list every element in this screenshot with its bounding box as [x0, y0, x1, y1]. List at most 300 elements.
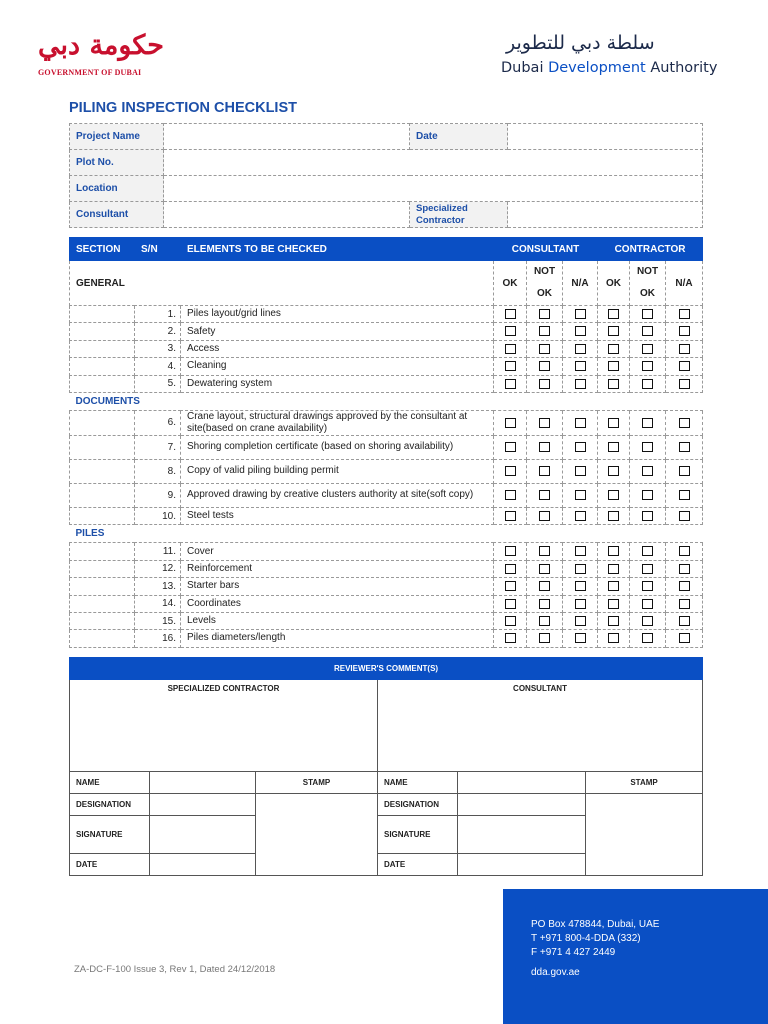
piles-rows: [70, 543, 703, 647]
section-cell: [70, 375, 135, 392]
dda-name-part-highlight: Development: [548, 60, 646, 76]
consultant-ok-checkbox[interactable]: [505, 442, 516, 452]
consultant-na-header: N/A: [563, 261, 598, 306]
item-element: Piles diameters/length: [181, 630, 494, 647]
item-element: Reinforcement: [181, 560, 494, 577]
consultant-not-ok-cell: [527, 483, 563, 507]
general-section-label: GENERAL: [70, 261, 494, 306]
checklist-row: [70, 435, 703, 459]
consultant-not-ok-checkbox[interactable]: [539, 361, 550, 371]
consultant-na-checkbox[interactable]: [575, 546, 586, 556]
consultant-ok-cell: [494, 483, 527, 507]
contractor-na-cell: [666, 410, 703, 435]
contact-block: [503, 889, 768, 1024]
contractor-na-checkbox[interactable]: [679, 344, 690, 354]
contractor-ok-checkbox[interactable]: [608, 490, 619, 500]
item-element: Starter bars: [181, 578, 494, 595]
contractor-na-checkbox[interactable]: [679, 546, 690, 556]
sc-stamp-box[interactable]: [256, 794, 378, 876]
consultant-ok-cell: [494, 375, 527, 392]
checklist-row: [70, 306, 703, 323]
consultant-not-ok-cell: [527, 630, 563, 647]
consultant-not-ok-checkbox[interactable]: [539, 633, 550, 643]
consultant-ok-cell: [494, 340, 527, 357]
item-element: Dewatering system: [181, 375, 494, 392]
checklist-row: [70, 358, 703, 375]
consultant-not-ok-checkbox[interactable]: [539, 418, 550, 428]
contractor-na-checkbox[interactable]: [679, 581, 690, 591]
documents-rows: [70, 410, 703, 524]
contractor-header: CONTRACTOR: [598, 238, 703, 261]
contractor-na-checkbox[interactable]: [679, 379, 690, 389]
item-number: 14.: [135, 595, 181, 612]
contractor-ok-checkbox[interactable]: [608, 442, 619, 452]
contractor-ok-cell: [598, 578, 630, 595]
item-number: 10.: [135, 507, 181, 524]
contractor-ok-checkbox[interactable]: [608, 599, 619, 609]
contractor-not-ok-checkbox[interactable]: [642, 379, 653, 389]
contractor-not-ok-cell: [630, 435, 666, 459]
consultant-not-ok-cell: [527, 578, 563, 595]
checklist-row: [70, 560, 703, 577]
contractor-na-checkbox[interactable]: [679, 309, 690, 319]
item-number: 5.: [135, 375, 181, 392]
c-signature-label: SIGNATURE: [378, 816, 458, 854]
item-number: 1.: [135, 306, 181, 323]
contractor-na-checkbox[interactable]: [679, 511, 690, 521]
date-label: Date: [410, 124, 508, 150]
elements-header: ELEMENTS TO BE CHECKED: [181, 238, 494, 261]
item-number: 16.: [135, 630, 181, 647]
consultant-na-checkbox[interactable]: [575, 599, 586, 609]
section-cell: [70, 507, 135, 524]
consultant-not-ok-header: [527, 261, 563, 306]
contractor-not-ok-cell: [630, 340, 666, 357]
item-number: 3.: [135, 340, 181, 357]
website-link[interactable]: dda.gov.ae: [531, 967, 580, 978]
contractor-ok-checkbox[interactable]: [608, 326, 619, 336]
consultant-not-ok-cell: [527, 375, 563, 392]
consultant-na-cell: [563, 595, 598, 612]
contractor-not-ok-cell: [630, 630, 666, 647]
consultant-field[interactable]: [164, 202, 410, 228]
contractor-ok-checkbox[interactable]: [608, 466, 619, 476]
c-signature-field[interactable]: [458, 816, 586, 854]
consultant-na-checkbox[interactable]: [575, 564, 586, 574]
specialized-contractor-label: Specialized Contractor: [410, 202, 508, 228]
sn-header: S/N: [135, 238, 181, 261]
section-cell: [70, 358, 135, 375]
contractor-na-cell: [666, 358, 703, 375]
sc-designation-label: DESIGNATION: [70, 794, 150, 816]
project-info-table: [69, 123, 703, 228]
consultant-not-ok-checkbox[interactable]: [539, 309, 550, 319]
contractor-not-ok-checkbox[interactable]: [642, 546, 653, 556]
item-element: Access: [181, 340, 494, 357]
consultant-ok-checkbox[interactable]: [505, 418, 516, 428]
section-cell: [70, 630, 135, 647]
consultant-na-checkbox[interactable]: [575, 616, 586, 626]
contractor-not-ok-cell: [630, 358, 666, 375]
contractor-na-checkbox[interactable]: [679, 616, 690, 626]
contractor-not-ok-cell: [630, 507, 666, 524]
consultant-not-ok-checkbox[interactable]: [539, 564, 550, 574]
document-reference: ZA-DC-F-100 Issue 3, Rev 1, Dated 24/12/2018: [74, 964, 276, 975]
consultant-na-cell: [563, 612, 598, 629]
section-cell: [70, 435, 135, 459]
contractor-na-checkbox[interactable]: [679, 361, 690, 371]
item-number: 9.: [135, 483, 181, 507]
section-header: SECTION: [70, 238, 135, 261]
contractor-ok-cell: [598, 483, 630, 507]
sc-designation-field[interactable]: [150, 794, 256, 816]
contractor-not-ok-checkbox[interactable]: [642, 361, 653, 371]
consultant-na-checkbox[interactable]: [575, 490, 586, 500]
checklist-row: [70, 578, 703, 595]
consultant-na-cell: [563, 375, 598, 392]
sc-signature-label: SIGNATURE: [70, 816, 150, 854]
contractor-not-ok-checkbox[interactable]: [642, 442, 653, 452]
consultant-na-cell: [563, 578, 598, 595]
c-date-field[interactable]: [458, 854, 586, 876]
consultant-not-ok-checkbox[interactable]: [539, 546, 550, 556]
contractor-ok-checkbox[interactable]: [608, 361, 619, 371]
dda-arabic-name: سلطة دبي للتطوير: [506, 32, 655, 54]
consultant-ok-checkbox[interactable]: [505, 564, 516, 574]
item-number: 8.: [135, 459, 181, 483]
po-box: PO Box 478844, Dubai, UAE: [531, 919, 660, 930]
consultant-ok-cell: [494, 595, 527, 612]
consultant-na-cell: [563, 358, 598, 375]
contractor-not-ok-cell: [630, 560, 666, 577]
plot-no-label: Plot No.: [70, 150, 164, 176]
consultant-ok-cell: [494, 410, 527, 435]
contractor-na-cell: [666, 435, 703, 459]
consultant-ok-cell: [494, 612, 527, 629]
consultant-ok-checkbox[interactable]: [505, 361, 516, 371]
contractor-not-ok-checkbox[interactable]: [642, 633, 653, 643]
contractor-na-checkbox[interactable]: [679, 326, 690, 336]
consultant-na-cell: [563, 459, 598, 483]
checklist-row: [70, 340, 703, 357]
consultant-not-ok-cell: [527, 459, 563, 483]
c-stamp-box[interactable]: [586, 794, 703, 876]
checklist-row: [70, 595, 703, 612]
sc-signature-field[interactable]: [150, 816, 256, 854]
contractor-not-ok-checkbox[interactable]: [642, 326, 653, 336]
consultant-ok-checkbox[interactable]: [505, 309, 516, 319]
section-cell: [70, 560, 135, 577]
specialized-contractor-comment-box[interactable]: SPECIALIZED CONTRACTOR: [70, 680, 378, 772]
contractor-na-cell: [666, 375, 703, 392]
consultant-na-checkbox[interactable]: [575, 633, 586, 643]
consultant-not-ok-cell: [527, 595, 563, 612]
section-cell: [70, 459, 135, 483]
consultant-ok-cell: [494, 543, 527, 560]
consultant-ok-header: OK: [494, 261, 527, 306]
consultant-na-checkbox[interactable]: [575, 309, 586, 319]
consultant-not-ok-checkbox[interactable]: [539, 599, 550, 609]
contractor-not-ok-cell: [630, 306, 666, 323]
contractor-ok-checkbox[interactable]: [608, 546, 619, 556]
consultant-ok-cell: [494, 306, 527, 323]
contractor-na-checkbox[interactable]: [679, 633, 690, 643]
contractor-ok-cell: [598, 612, 630, 629]
consultant-ok-checkbox[interactable]: [505, 344, 516, 354]
specialized-contractor-field[interactable]: [508, 202, 703, 228]
contractor-na-cell: [666, 595, 703, 612]
contractor-not-ok-cell: [630, 459, 666, 483]
contractor-na-cell: [666, 323, 703, 340]
dda-name-part: Dubai: [501, 60, 549, 76]
project-name-label: Project Name: [70, 124, 164, 150]
project-name-field[interactable]: [164, 124, 410, 150]
section-cell: [70, 612, 135, 629]
contractor-ok-cell: [598, 630, 630, 647]
contractor-ok-header: OK: [598, 261, 630, 306]
c-designation-label: DESIGNATION: [378, 794, 458, 816]
c-stamp-label: STAMP: [586, 772, 703, 794]
section-cell: [70, 410, 135, 435]
contractor-na-checkbox[interactable]: [679, 599, 690, 609]
consultant-ok-checkbox[interactable]: [505, 466, 516, 476]
contractor-na-cell: [666, 459, 703, 483]
consultant-ok-checkbox[interactable]: [505, 490, 516, 500]
sc-stamp-label: STAMP: [256, 772, 378, 794]
consultant-na-checkbox[interactable]: [575, 379, 586, 389]
consultant-na-cell: [563, 507, 598, 524]
contractor-not-ok-checkbox[interactable]: [642, 309, 653, 319]
contractor-not-ok-cell: [630, 578, 666, 595]
item-number: 2.: [135, 323, 181, 340]
contractor-na-checkbox[interactable]: [679, 564, 690, 574]
contractor-ok-checkbox[interactable]: [608, 379, 619, 389]
consultant-na-cell: [563, 483, 598, 507]
consultant-ok-checkbox[interactable]: [505, 511, 516, 521]
item-element: Coordinates: [181, 595, 494, 612]
piles-section-label: PILES: [70, 525, 703, 543]
dda-name-part: Authority: [645, 60, 718, 76]
consultant-na-cell: [563, 306, 598, 323]
item-element: Crane layout, structural drawings approved by the consultant at site(based on crane availability): [181, 410, 494, 435]
contractor-ok-cell: [598, 560, 630, 577]
consultant-ok-cell: [494, 358, 527, 375]
consultant-ok-checkbox[interactable]: [505, 599, 516, 609]
contractor-not-ok-checkbox[interactable]: [642, 564, 653, 574]
not-label: NOT: [533, 266, 556, 277]
item-number: 6.: [135, 410, 181, 435]
checklist-row: [70, 507, 703, 524]
contractor-not-ok-checkbox[interactable]: [642, 511, 653, 521]
contractor-na-checkbox[interactable]: [679, 466, 690, 476]
checklist-row: [70, 612, 703, 629]
government-of-dubai-logo: حكومة دبي: [38, 30, 164, 61]
c-name-field[interactable]: [458, 772, 586, 794]
contractor-ok-checkbox[interactable]: [608, 344, 619, 354]
not-label: NOT: [636, 266, 659, 277]
reviewer-comments-title: REVIEWER'S COMMENT(S): [70, 658, 703, 680]
contractor-ok-checkbox[interactable]: [608, 511, 619, 521]
consultant-na-checkbox[interactable]: [575, 581, 586, 591]
section-cell: [70, 306, 135, 323]
sc-name-field[interactable]: [150, 772, 256, 794]
section-cell: [70, 483, 135, 507]
consultant-not-ok-checkbox[interactable]: [539, 616, 550, 626]
contractor-ok-cell: [598, 306, 630, 323]
consultant-ok-cell: [494, 323, 527, 340]
c-designation-field[interactable]: [458, 794, 586, 816]
consultant-na-checkbox[interactable]: [575, 344, 586, 354]
consultant-not-ok-cell: [527, 410, 563, 435]
item-element: Piles layout/grid lines: [181, 306, 494, 323]
consultant-na-cell: [563, 630, 598, 647]
contractor-na-checkbox[interactable]: [679, 418, 690, 428]
consultant-ok-checkbox[interactable]: [505, 546, 516, 556]
section-cell: [70, 340, 135, 357]
contractor-ok-checkbox[interactable]: [608, 633, 619, 643]
consultant-ok-cell: [494, 630, 527, 647]
consultant-ok-cell: [494, 507, 527, 524]
c-date-label: DATE: [378, 854, 458, 876]
checklist-row: [70, 375, 703, 392]
contractor-ok-cell: [598, 435, 630, 459]
ok-label: OK: [537, 288, 552, 299]
consultant-na-checkbox[interactable]: [575, 326, 586, 336]
consultant-na-checkbox[interactable]: [575, 442, 586, 452]
contractor-ok-cell: [598, 595, 630, 612]
contractor-ok-cell: [598, 340, 630, 357]
consultant-not-ok-checkbox[interactable]: [539, 326, 550, 336]
contractor-ok-cell: [598, 375, 630, 392]
contractor-not-ok-checkbox[interactable]: [642, 616, 653, 626]
contractor-ok-checkbox[interactable]: [608, 418, 619, 428]
item-element: Cover: [181, 543, 494, 560]
section-cell: [70, 543, 135, 560]
telephone: T +971 800-4-DDA (332): [531, 933, 641, 944]
consultant-not-ok-cell: [527, 323, 563, 340]
contractor-ok-checkbox[interactable]: [608, 564, 619, 574]
consultant-na-cell: [563, 323, 598, 340]
location-field[interactable]: [164, 176, 703, 202]
consultant-not-ok-checkbox[interactable]: [539, 581, 550, 591]
consultant-ok-checkbox[interactable]: [505, 379, 516, 389]
contractor-na-cell: [666, 543, 703, 560]
documents-section-label: DOCUMENTS: [70, 392, 703, 410]
contractor-not-ok-cell: [630, 323, 666, 340]
checklist-row: [70, 323, 703, 340]
consultant-label: Consultant: [70, 202, 164, 228]
checklist-row: [70, 483, 703, 507]
sc-name-label: NAME: [70, 772, 150, 794]
contractor-not-ok-checkbox[interactable]: [642, 581, 653, 591]
item-element: Cleaning: [181, 358, 494, 375]
contractor-na-cell: [666, 630, 703, 647]
consultant-not-ok-cell: [527, 358, 563, 375]
consultant-not-ok-checkbox[interactable]: [539, 490, 550, 500]
contractor-na-cell: [666, 306, 703, 323]
plot-no-field[interactable]: [164, 150, 703, 176]
consultant-na-checkbox[interactable]: [575, 418, 586, 428]
consultant-not-ok-checkbox[interactable]: [539, 379, 550, 389]
contractor-ok-checkbox[interactable]: [608, 309, 619, 319]
item-number: 15.: [135, 612, 181, 629]
consultant-not-ok-cell: [527, 435, 563, 459]
contractor-not-ok-checkbox[interactable]: [642, 599, 653, 609]
contractor-ok-cell: [598, 543, 630, 560]
consultant-not-ok-checkbox[interactable]: [539, 511, 550, 521]
consultant-ok-checkbox[interactable]: [505, 616, 516, 626]
contractor-not-ok-checkbox[interactable]: [642, 344, 653, 354]
contractor-not-ok-cell: [630, 375, 666, 392]
consultant-not-ok-cell: [527, 306, 563, 323]
sc-date-label: DATE: [70, 854, 150, 876]
consultant-not-ok-cell: [527, 543, 563, 560]
contractor-not-ok-cell: [630, 612, 666, 629]
consultant-ok-cell: [494, 560, 527, 577]
consultant-ok-checkbox[interactable]: [505, 326, 516, 336]
date-field[interactable]: [508, 124, 703, 150]
consultant-ok-cell: [494, 435, 527, 459]
consultant-header: CONSULTANT: [494, 238, 598, 261]
contractor-na-cell: [666, 560, 703, 577]
consultant-na-cell: [563, 410, 598, 435]
contractor-ok-cell: [598, 410, 630, 435]
contractor-ok-checkbox[interactable]: [608, 581, 619, 591]
item-number: 11.: [135, 543, 181, 560]
contractor-not-ok-checkbox[interactable]: [642, 418, 653, 428]
checklist-table: [69, 237, 703, 648]
contractor-na-checkbox[interactable]: [679, 442, 690, 452]
contractor-na-cell: [666, 578, 703, 595]
item-element: Approved drawing by creative clusters authority at site(soft copy): [181, 483, 494, 507]
item-element: Shoring completion certificate (based on shoring availability): [181, 435, 494, 459]
consultant-not-ok-cell: [527, 560, 563, 577]
consultant-na-checkbox[interactable]: [575, 511, 586, 521]
section-cell: [70, 595, 135, 612]
item-element: Copy of valid piling building permit: [181, 459, 494, 483]
consultant-ok-checkbox[interactable]: [505, 633, 516, 643]
checklist-row: [70, 630, 703, 647]
contractor-not-ok-header: [630, 261, 666, 306]
consultant-not-ok-cell: [527, 340, 563, 357]
contractor-not-ok-checkbox[interactable]: [642, 466, 653, 476]
consultant-not-ok-checkbox[interactable]: [539, 442, 550, 452]
contractor-na-cell: [666, 507, 703, 524]
item-number: 7.: [135, 435, 181, 459]
contractor-not-ok-cell: [630, 543, 666, 560]
consultant-na-cell: [563, 560, 598, 577]
contractor-not-ok-checkbox[interactable]: [642, 490, 653, 500]
consultant-na-cell: [563, 435, 598, 459]
consultant-comment-box[interactable]: CONSULTANT: [378, 680, 703, 772]
contractor-na-cell: [666, 483, 703, 507]
consultant-na-checkbox[interactable]: [575, 466, 586, 476]
contractor-ok-cell: [598, 323, 630, 340]
contractor-na-header: N/A: [666, 261, 703, 306]
consultant-na-cell: [563, 340, 598, 357]
checklist-row: [70, 543, 703, 560]
consultant-not-ok-checkbox[interactable]: [539, 344, 550, 354]
consultant-na-checkbox[interactable]: [575, 361, 586, 371]
contractor-ok-checkbox[interactable]: [608, 616, 619, 626]
contractor-na-checkbox[interactable]: [679, 490, 690, 500]
sc-date-field[interactable]: [150, 854, 256, 876]
item-number: 4.: [135, 358, 181, 375]
consultant-ok-cell: [494, 578, 527, 595]
consultant-ok-checkbox[interactable]: [505, 581, 516, 591]
item-number: 13.: [135, 578, 181, 595]
consultant-not-ok-checkbox[interactable]: [539, 466, 550, 476]
